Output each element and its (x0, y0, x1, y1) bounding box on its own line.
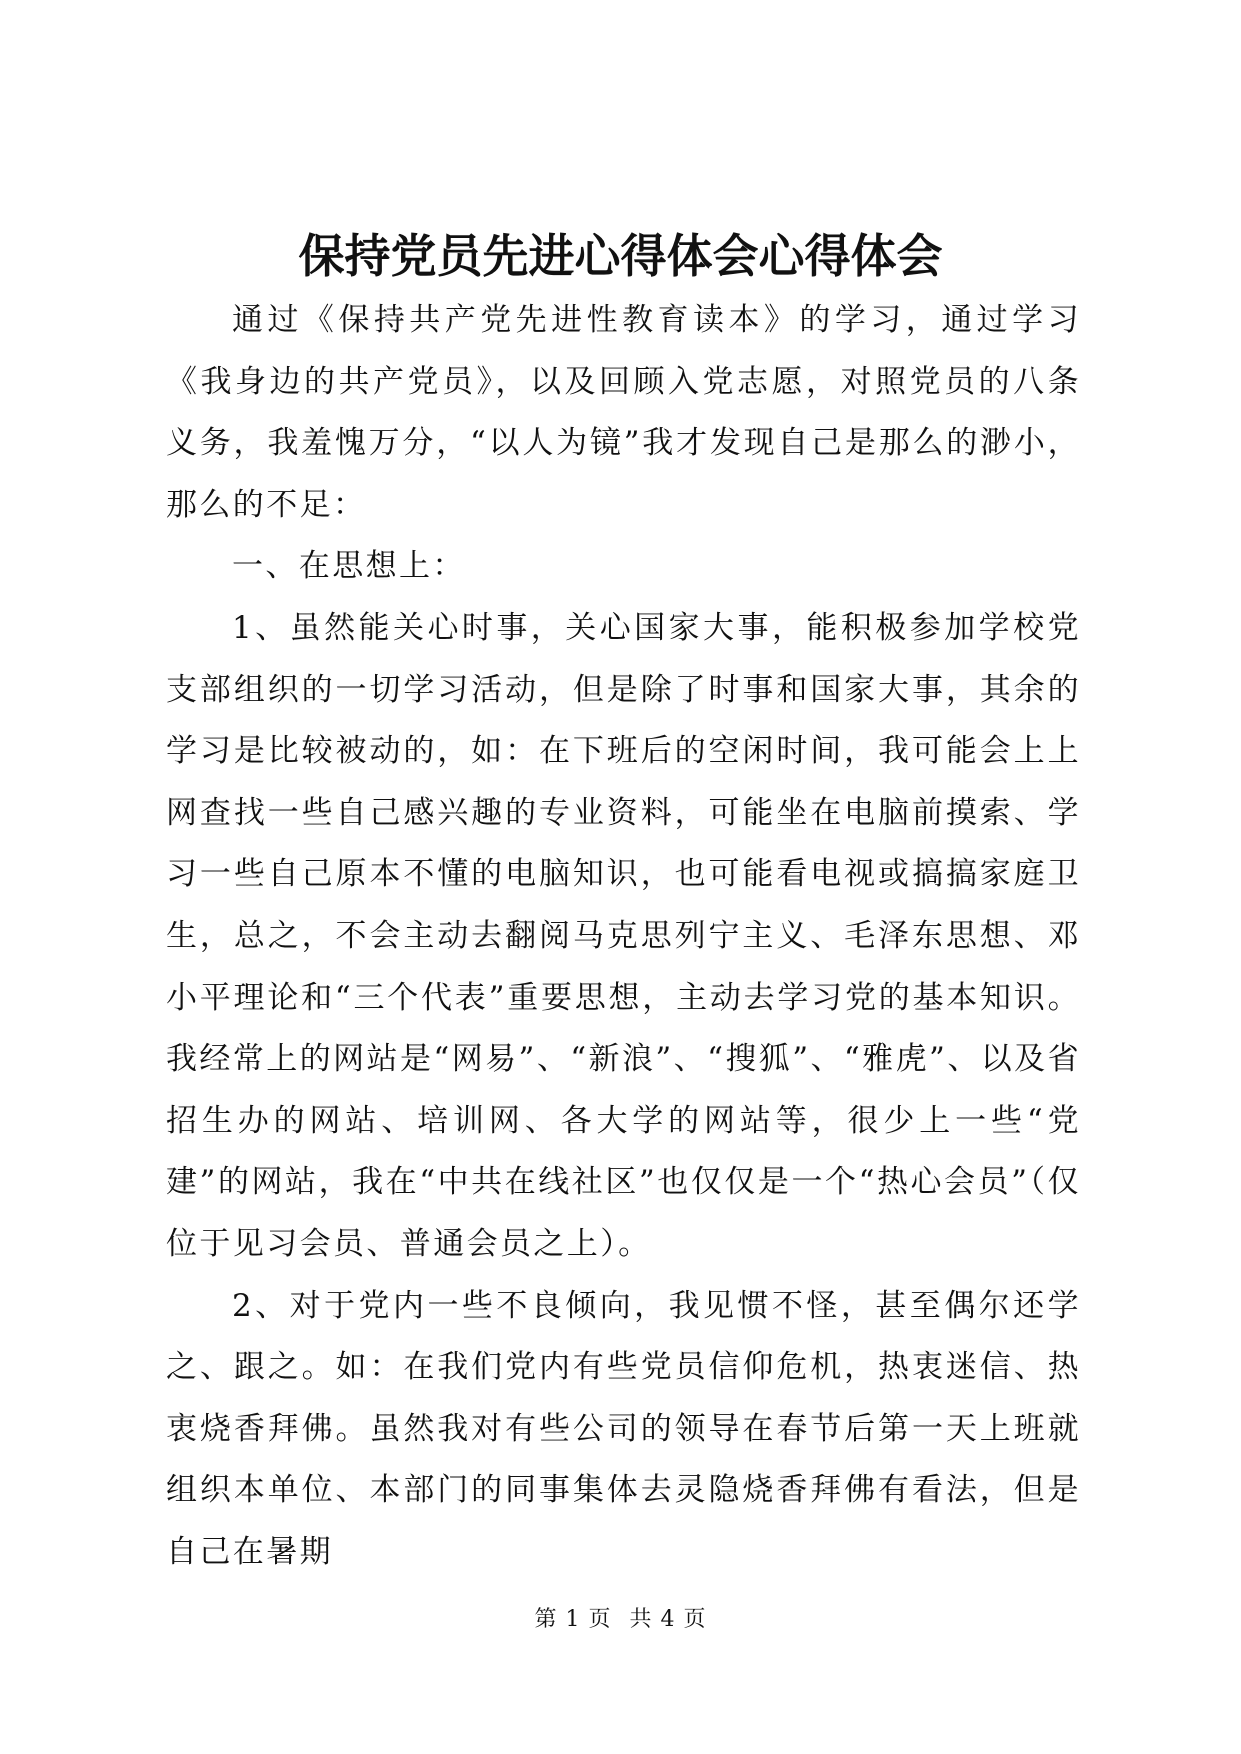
paragraph-point-1: 1、虽然能关心时事，关心国家大事，能积极参加学校党支部组织的一切学习活动，但是除了时事和国家大事，其余的学习是比较被动的，如：在下班后的空闲时间，我可能会上上网查找一些自己感兴趣的专业资料，可能坐在电脑前摸索、学习一些自己原本不懂的电脑知识，也可能看电视或搞搞家庭卫生，总之，不会主动去翻阅马克思列宁主义、毛泽东思想、邓小平理论和“三个代表”重要思想，主动去学习党的基本知识。我经常上的网站是“网易”、“新浪”、“搜狐”、“雅虎”、以及省招生办的网站、培训网、各大学的网站等，很少上一些“党建”的网站，我在“中共在线社区”也仅仅是一个“热心会员”（仅位于见习会员、普通会员之上）。 (166, 609, 1081, 1262)
document-body (166, 290, 1081, 1583)
document-title: 保持党员先进心得体会心得体会 (298, 229, 943, 283)
page-footer (0, 1605, 1241, 1635)
paragraph-intro: 通过《保持共产党先进性教育读本》的学习，通过学习《我身边的共产党员》，以及回顾入党志愿，对照党员的八条义务，我羞愧万分，“以人为镜”我才发现自己是那么的渺小，那么的不足： (166, 302, 1081, 523)
paragraph-point-2: 2、对于党内一些不良倾向，我见惯不怪，甚至偶尔还学之、跟之。如：在我们党内有些党员信仰危机，热衷迷信、热衷烧香拜佛。虽然我对有些公司的领导在春节后第一天上班就组织本单位、本部门的同事集体去灵隐烧香拜佛有看法，但是自己在暑期 (166, 1287, 1081, 1570)
page-number: 第 1 页 (534, 1607, 612, 1632)
paragraph-section-heading: 一、在思想上： (232, 548, 466, 585)
page-total: 共 4 页 (629, 1607, 707, 1632)
